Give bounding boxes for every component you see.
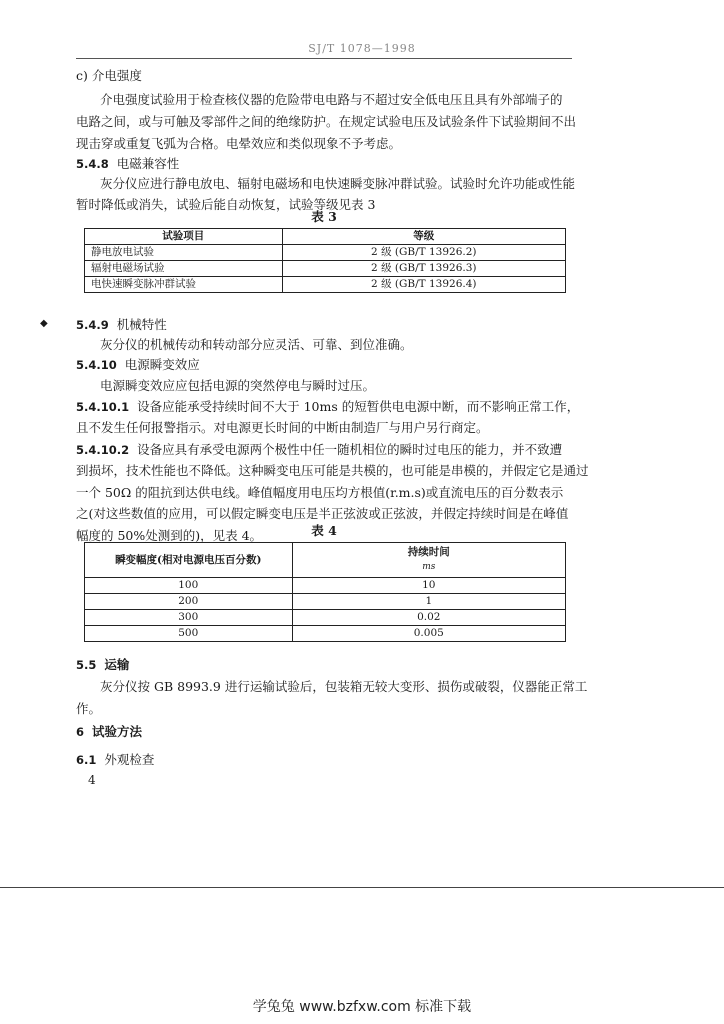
section-5-4-8-para-1: 灰分仪应进行静电放电、辐射电磁场和电快速瞬变脉冲群试验。试验时允许功能或性能 <box>100 176 576 191</box>
section-5-4-8-para-2: 暂时降低或消失，试验后能自动恢复，试验等级见表 3 <box>76 197 376 212</box>
section-5-5-para-2: 作。 <box>76 701 102 716</box>
section-6-1-heading <box>76 750 572 770</box>
table-cell: 300 <box>85 610 293 626</box>
table-cell: 辐射电磁场试验 <box>85 261 283 277</box>
section-5-4-10-2-para-3: 一个 50Ω 的阻抗到达供电线。峰值幅度用电压均方根值(r.m.s)或直流电压的百分数表示 <box>76 485 564 500</box>
section-title: 电磁兼容性 <box>116 156 180 171</box>
table-cell: 10 <box>292 578 565 594</box>
section-number: 5.5 <box>76 658 97 672</box>
table-cell: 1 <box>292 594 565 610</box>
section-5-4-9-para-1: 灰分仪的机械传动和转动部分应灵活、可靠、到位准确。 <box>100 337 413 352</box>
header-rule <box>76 58 572 59</box>
section-5-4-10-para-1: 电源瞬变效应应包括电源的突然停电与瞬时过压。 <box>100 378 376 393</box>
table-row <box>85 261 566 277</box>
table-row <box>85 626 566 642</box>
table-header-unit: ms <box>292 560 565 578</box>
section-c-para-3: 现击穿或重复飞弧为合格。电晕效应和类似现象不予考虑。 <box>76 136 402 151</box>
footer-rule <box>0 887 724 888</box>
table-row <box>85 594 566 610</box>
section-c-para-2: 电路之间，或与可触及零部件之间的绝缘防护。在规定试验电压及试验条件下试验期间不出 <box>76 114 577 129</box>
table-cell: 0.02 <box>292 610 565 626</box>
section-number: 5.4.10.1 <box>76 400 130 414</box>
table-header-cell: 等级 <box>282 229 565 245</box>
section-5-4-10-2-para-2: 到损坏，技术性能也不降低。这种瞬变电压可能是共模的，也可能是串模的，并假定它是通过 <box>76 463 589 478</box>
table-cell: 500 <box>85 626 293 642</box>
margin-bullet-mark: ◆ <box>40 318 48 329</box>
section-number: 6 <box>76 725 85 739</box>
section-number: 5.4.9 <box>76 318 109 332</box>
table-3 <box>84 228 566 293</box>
table-cell: 200 <box>85 594 293 610</box>
table-row <box>85 578 566 594</box>
table-cell: 电快速瞬变脉冲群试验 <box>85 277 283 293</box>
document-header-code: SJ/T 1078—1998 <box>308 42 416 55</box>
section-5-5-heading <box>76 655 572 675</box>
table-header-row <box>85 543 566 561</box>
section-title: 运输 <box>104 657 130 672</box>
section-number: 5.4.10 <box>76 358 117 372</box>
table-4 <box>84 542 566 642</box>
section-5-4-10-2-para-4: 之(对这些数值的应用，可以假定瞬变电压是半正弦波或正弦波，并假定持续时间是在峰值 <box>76 506 569 521</box>
table-cell: 100 <box>85 578 293 594</box>
table-header-cell: 瞬变幅度(相对电源电压百分数) <box>85 543 293 578</box>
table-row <box>85 277 566 293</box>
site-watermark: 学兔兔 www.bzfxw.com 标准下载 <box>252 999 472 1015</box>
table-3-title: 表 3 <box>311 209 337 224</box>
table-cell: 静电放电试验 <box>85 245 283 261</box>
section-5-5-para-1: 灰分仪按 GB 8993.9 进行运输试验后，包装箱无较大变形、损伤或破裂，仪器能正常工 <box>100 679 588 694</box>
table-cell: 0.005 <box>292 626 565 642</box>
section-c-para-1: 介电强度试验用于检查核仪器的危险带电电路与不超过安全低电压且具有外部端子的 <box>100 92 563 107</box>
section-5-4-10-1-para-1 <box>76 397 580 417</box>
section-title: 外观检查 <box>104 752 155 767</box>
paragraph-text: 设备应能承受持续时间不大于 10ms 的短暂供电电源中断，而不影响正常工作， <box>137 399 580 414</box>
section-5-4-9-heading <box>76 315 572 335</box>
table-4-title: 表 4 <box>311 523 337 538</box>
section-number: 5.4.8 <box>76 157 109 171</box>
section-title: 电源瞬变效应 <box>124 357 200 372</box>
table-row <box>85 610 566 626</box>
table-header-row <box>85 229 566 245</box>
section-5-4-10-heading <box>76 355 572 375</box>
section-5-4-10-1-para-2: 且不发生任何报警指示。对电源更长时间的中断由制造厂与用户另行商定。 <box>76 420 489 435</box>
section-number: 6.1 <box>76 753 97 767</box>
table-cell: 2 级 (GB/T 13926.2) <box>282 245 565 261</box>
table-row <box>85 245 566 261</box>
section-5-4-10-2-para-1 <box>76 440 572 460</box>
table-header-cell: 试验项目 <box>85 229 283 245</box>
section-5-4-8-heading <box>76 154 572 174</box>
section-title: 机械特性 <box>116 317 167 332</box>
section-title: 试验方法 <box>92 724 143 739</box>
section-5-4-10-2-para-5: 幅度的 50%处测到的)，见表 4。 <box>76 528 263 543</box>
section-number: 5.4.10.2 <box>76 443 130 457</box>
table-cell: 2 级 (GB/T 13926.4) <box>282 277 565 293</box>
table-cell: 2 级 (GB/T 13926.3) <box>282 261 565 277</box>
paragraph-text: 设备应具有承受电源两个极性中任一随机相位的瞬时过电压的能力，并不致遭 <box>137 442 563 457</box>
section-c-title: c) 介电强度 <box>76 68 142 83</box>
table-header-cell: 持续时间 <box>292 543 565 561</box>
page-number: 4 <box>88 773 96 787</box>
section-6-heading <box>76 722 572 742</box>
